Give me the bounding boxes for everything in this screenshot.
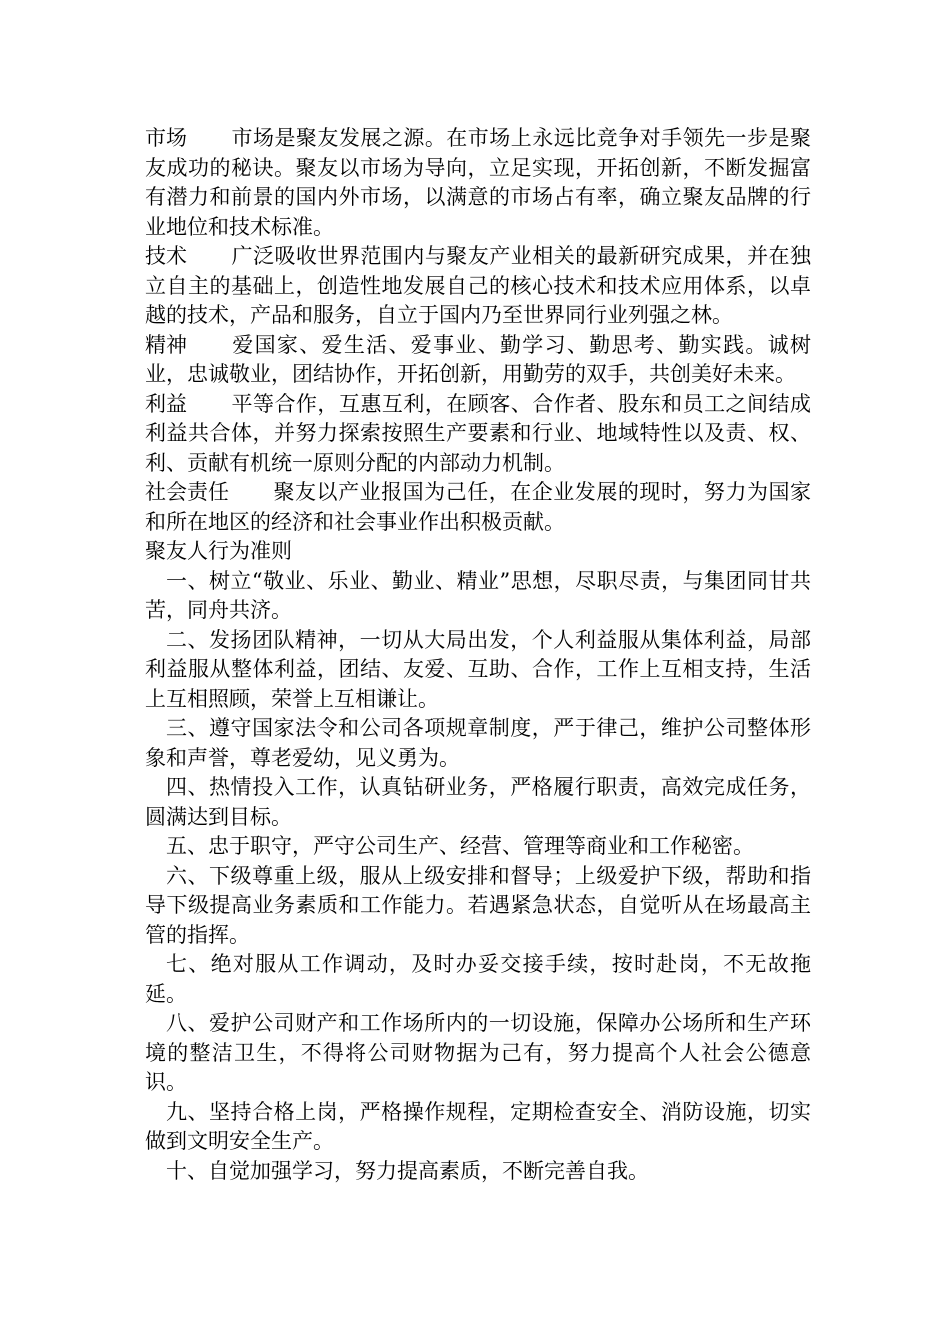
- rule-item: 六、下级尊重上级，服从上级安排和督导；上级爱护下级，帮助和指导下级提高业务素质和工作能力。若遇紧急状态，自觉听从在场最高主管的指挥。: [145, 863, 811, 947]
- rule-item: 四、热情投入工作，认真钻研业务，严格履行职责，高效完成任务，圆满达到目标。: [145, 775, 811, 829]
- rule-item: 二、发扬团队精神，一切从大局出发，个人利益服从集体利益，局部利益服从整体利益，团结、友爱、互助、合作，工作上互相支持，生活上互相照顾，荣誉上互相谦让。: [145, 627, 811, 711]
- value-term: 精神: [145, 332, 187, 357]
- rule-item: 三、遵守国家法令和公司各项规章制度，严于律己，维护公司整体形象和声誉，尊老爱幼，见义勇为。: [145, 716, 811, 770]
- rule-item: 十、自觉加强学习，努力提高素质，不断完善自我。: [166, 1158, 649, 1183]
- value-text: 聚友以产业报国为己任，在企业发展的现时，努力为国家和所在地区的经济和社会事业作出积极贡献。: [145, 480, 811, 534]
- rule-item: 九、坚持合格上岗，严格操作规程，定期检查安全、消防设施，切实做到文明安全生产。: [145, 1099, 811, 1153]
- value-text: 市场是聚友发展之源。在市场上永远比竞争对手领先一步是聚友成功的秘诀。聚友以市场为导向，立足实现，开拓创新，不断发掘富有潜力和前景的国内外市场，以满意的市场占有率，确立聚友品牌的行业地位和技术标准。: [145, 126, 811, 239]
- value-paragraph-social-responsibility: [145, 478, 811, 537]
- value-text: 平等合作，互惠互利，在顾客、合作者、股东和员工之间结成利益共合体，并努力探索按照生产要素和行业、地域特性以及责、权、利、贡献有机统一原则分配的内部动力机制。: [145, 391, 811, 475]
- value-paragraph-interest: [145, 390, 811, 479]
- document-body: [145, 124, 811, 1186]
- code-of-conduct-heading: 聚友人行为准则: [145, 539, 292, 563]
- value-term: 技术: [145, 244, 187, 268]
- rule-item: 五、忠于职守，严守公司生产、经营、管理等商业和工作秘密。: [166, 834, 754, 858]
- rule-item: 八、爱护公司财产和工作场所内的一切设施，保障办公场所和生产环境的整洁卫生，不得将公司财物据为己有，努力提高个人社会公德意识。: [145, 1011, 811, 1094]
- value-paragraph-technology: [145, 242, 811, 331]
- value-text: 爱国家、爱生活、爱事业、勤学习、勤思考、勤实践。诚树业，忠诚敬业，团结协作，开拓创新，用勤劳的双手，共创美好未来。: [145, 332, 811, 386]
- rule-item: 一、树立“敬业、乐业、勤业、精业”思想，尽职尽责，与集团同甘共苦，同舟共济。: [145, 568, 811, 622]
- value-term: 市场: [145, 126, 187, 150]
- value-paragraph-spirit: [145, 331, 811, 390]
- value-paragraph-market: [145, 124, 811, 242]
- value-term: 社会责任: [145, 480, 229, 504]
- value-text: 广泛吸收世界范围内与聚友产业相关的最新研究成果，并在独立自主的基础上，创造性地发展自己的核心技术和技术应用体系，以卓越的技术，产品和服务，自立于国内乃至世界同行业列强之林。: [145, 244, 811, 327]
- value-term: 利益: [145, 391, 187, 416]
- rule-item: 七、绝对服从工作调动，及时办妥交接手续，按时赴岗，不无故拖延。: [145, 952, 811, 1006]
